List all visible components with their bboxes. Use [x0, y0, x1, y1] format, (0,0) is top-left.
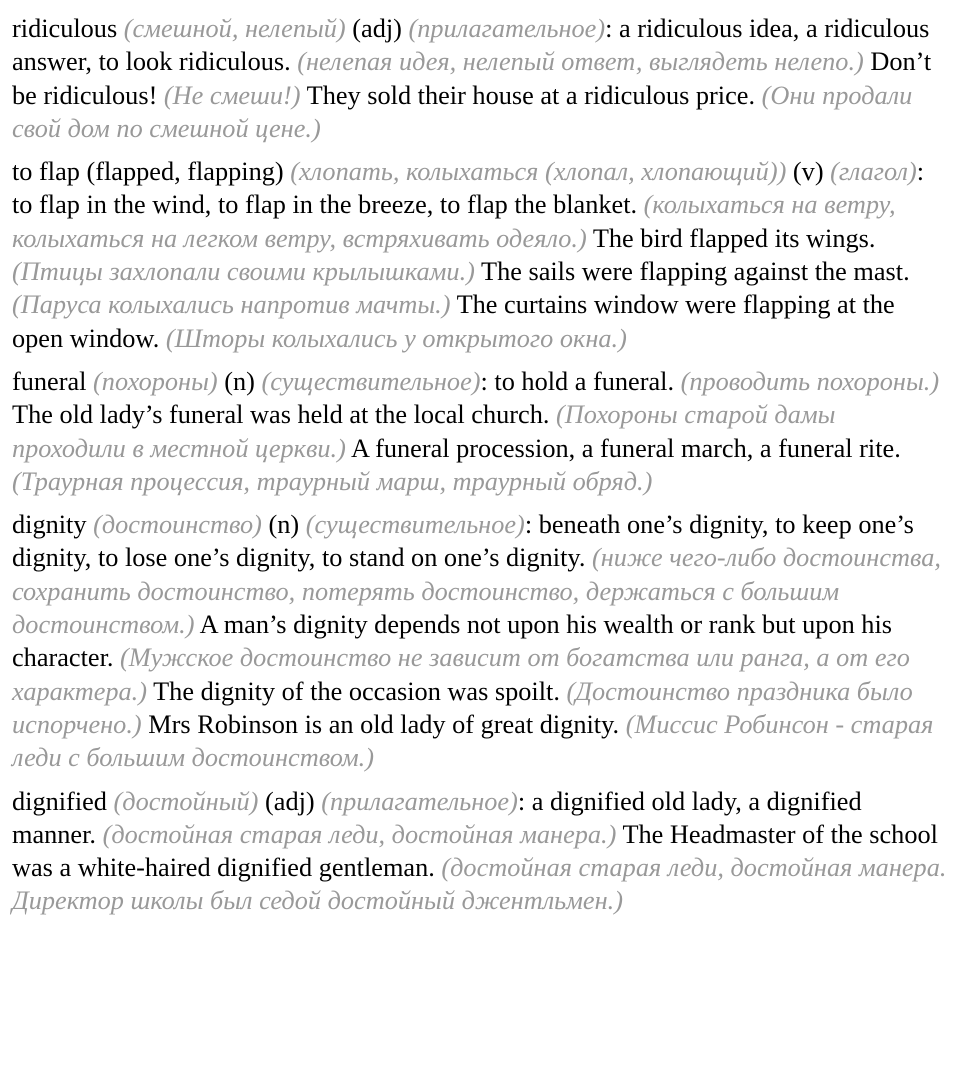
russian-translation: (Миссис Робинсон - старая леди с большим достоинством.)	[12, 709, 934, 773]
russian-translation: (глагол)	[830, 157, 917, 187]
russian-translation: (Птицы захлопали своими крылышками.)	[12, 257, 475, 287]
english-text: : a dignified old lady, a dignified manner.	[12, 786, 862, 849]
english-text: (v)	[786, 157, 831, 187]
russian-translation: (смешной, нелепый)	[123, 14, 346, 43]
entry-funeral	[12, 365, 950, 498]
english-text: The curtains window were flapping at the open window.	[12, 290, 895, 353]
english-text: The bird flapped its wings.	[586, 223, 876, 253]
russian-translation: (нелепая идея, нелепый ответ, выглядеть нелепо.)	[297, 47, 864, 77]
english-text: (adj)	[345, 14, 409, 43]
english-text: A man’s dignity depends not upon his wealth or rank but upon his character.	[12, 610, 893, 673]
entry-ridiculous	[12, 12, 950, 145]
entry-to-flap	[12, 155, 950, 355]
russian-translation: (Паруса колыхались напротив мачты.)	[12, 290, 451, 320]
russian-translation: (Не смеши!)	[163, 80, 301, 110]
russian-translation: (Шторы колыхались у открытого окна.)	[165, 323, 627, 353]
entry-dignity	[12, 508, 950, 774]
russian-translation: (Они продали свой дом по смешной цене.)	[12, 80, 913, 143]
english-text: The dignity of the occasion was spoilt.	[147, 676, 567, 706]
russian-translation: (хлопать, колыхаться (хлопал, хлопающий))	[290, 157, 787, 187]
english-text: funeral	[12, 366, 94, 396]
english-text: The Headmaster of the school was a white-haired dignified gentleman.	[12, 819, 938, 883]
english-text: : beneath one’s dignity, to keep one’s dignity, to lose one’s dignity, to stand on one’s dignity.	[12, 510, 914, 573]
russian-translation: (проводить похороны.)	[680, 366, 940, 396]
russian-translation: (существительное)	[305, 510, 525, 540]
english-text: (n)	[217, 366, 262, 396]
english-text: to flap (flapped, flapping)	[12, 157, 291, 187]
english-text: dignity	[12, 510, 94, 540]
russian-translation: (ниже чего-либо достоинства, сохранить достоинство, потерять достоинство, держаться с большим достоинством.)	[12, 543, 941, 640]
russian-translation: (прилагательное)	[408, 14, 606, 43]
entry-dignified	[12, 785, 950, 918]
russian-translation: (достойный)	[113, 786, 259, 816]
english-text: (n)	[261, 510, 306, 540]
english-text: : to flap in the wind, to flap in the breeze, to flap the blanket.	[12, 157, 925, 220]
russian-translation: (достойная старая леди, достойная манера. Директор школы был седой достойный джентльмен.)	[12, 853, 947, 916]
english-text: Mrs Robinson is an old lady of great dignity.	[141, 709, 626, 739]
russian-translation: (достоинство)	[93, 510, 262, 540]
english-text: They sold their house at a ridiculous price.	[300, 80, 762, 110]
russian-translation: (похороны)	[93, 366, 218, 396]
english-text: : a ridiculous idea, a ridiculous answer, to look ridiculous.	[12, 14, 930, 77]
russian-translation: (прилагательное)	[321, 786, 518, 816]
english-text: (adj)	[258, 786, 322, 816]
russian-translation: (достойная старая леди, достойная манера.)	[102, 819, 617, 849]
russian-translation: (Похороны старой дамы проходили в местной церкви.)	[12, 400, 836, 463]
english-text: : to hold a funeral.	[480, 366, 681, 396]
russian-translation: (Траурная процессия, траурный марш, траурный обряд.)	[12, 466, 653, 496]
russian-translation: (существительное)	[261, 366, 481, 396]
english-text: Don’t be ridiculous!	[12, 47, 932, 110]
english-text: The old lady’s funeral was held at the local church.	[12, 400, 557, 430]
russian-translation: (Мужское достоинство не зависит от богатства или ранга, а от его характера.)	[12, 643, 910, 706]
english-text: A funeral procession, a funeral march, a funeral rite.	[345, 433, 901, 463]
english-text: ridiculous	[12, 14, 124, 43]
english-text: dignified	[12, 786, 114, 816]
english-text: The sails were flapping against the mast.	[474, 257, 910, 287]
russian-translation: (колыхаться на ветру, колыхаться на легком ветру, встряхивать одеяло.)	[12, 190, 896, 253]
russian-translation: (Достоинство праздника было испорчено.)	[12, 676, 913, 739]
